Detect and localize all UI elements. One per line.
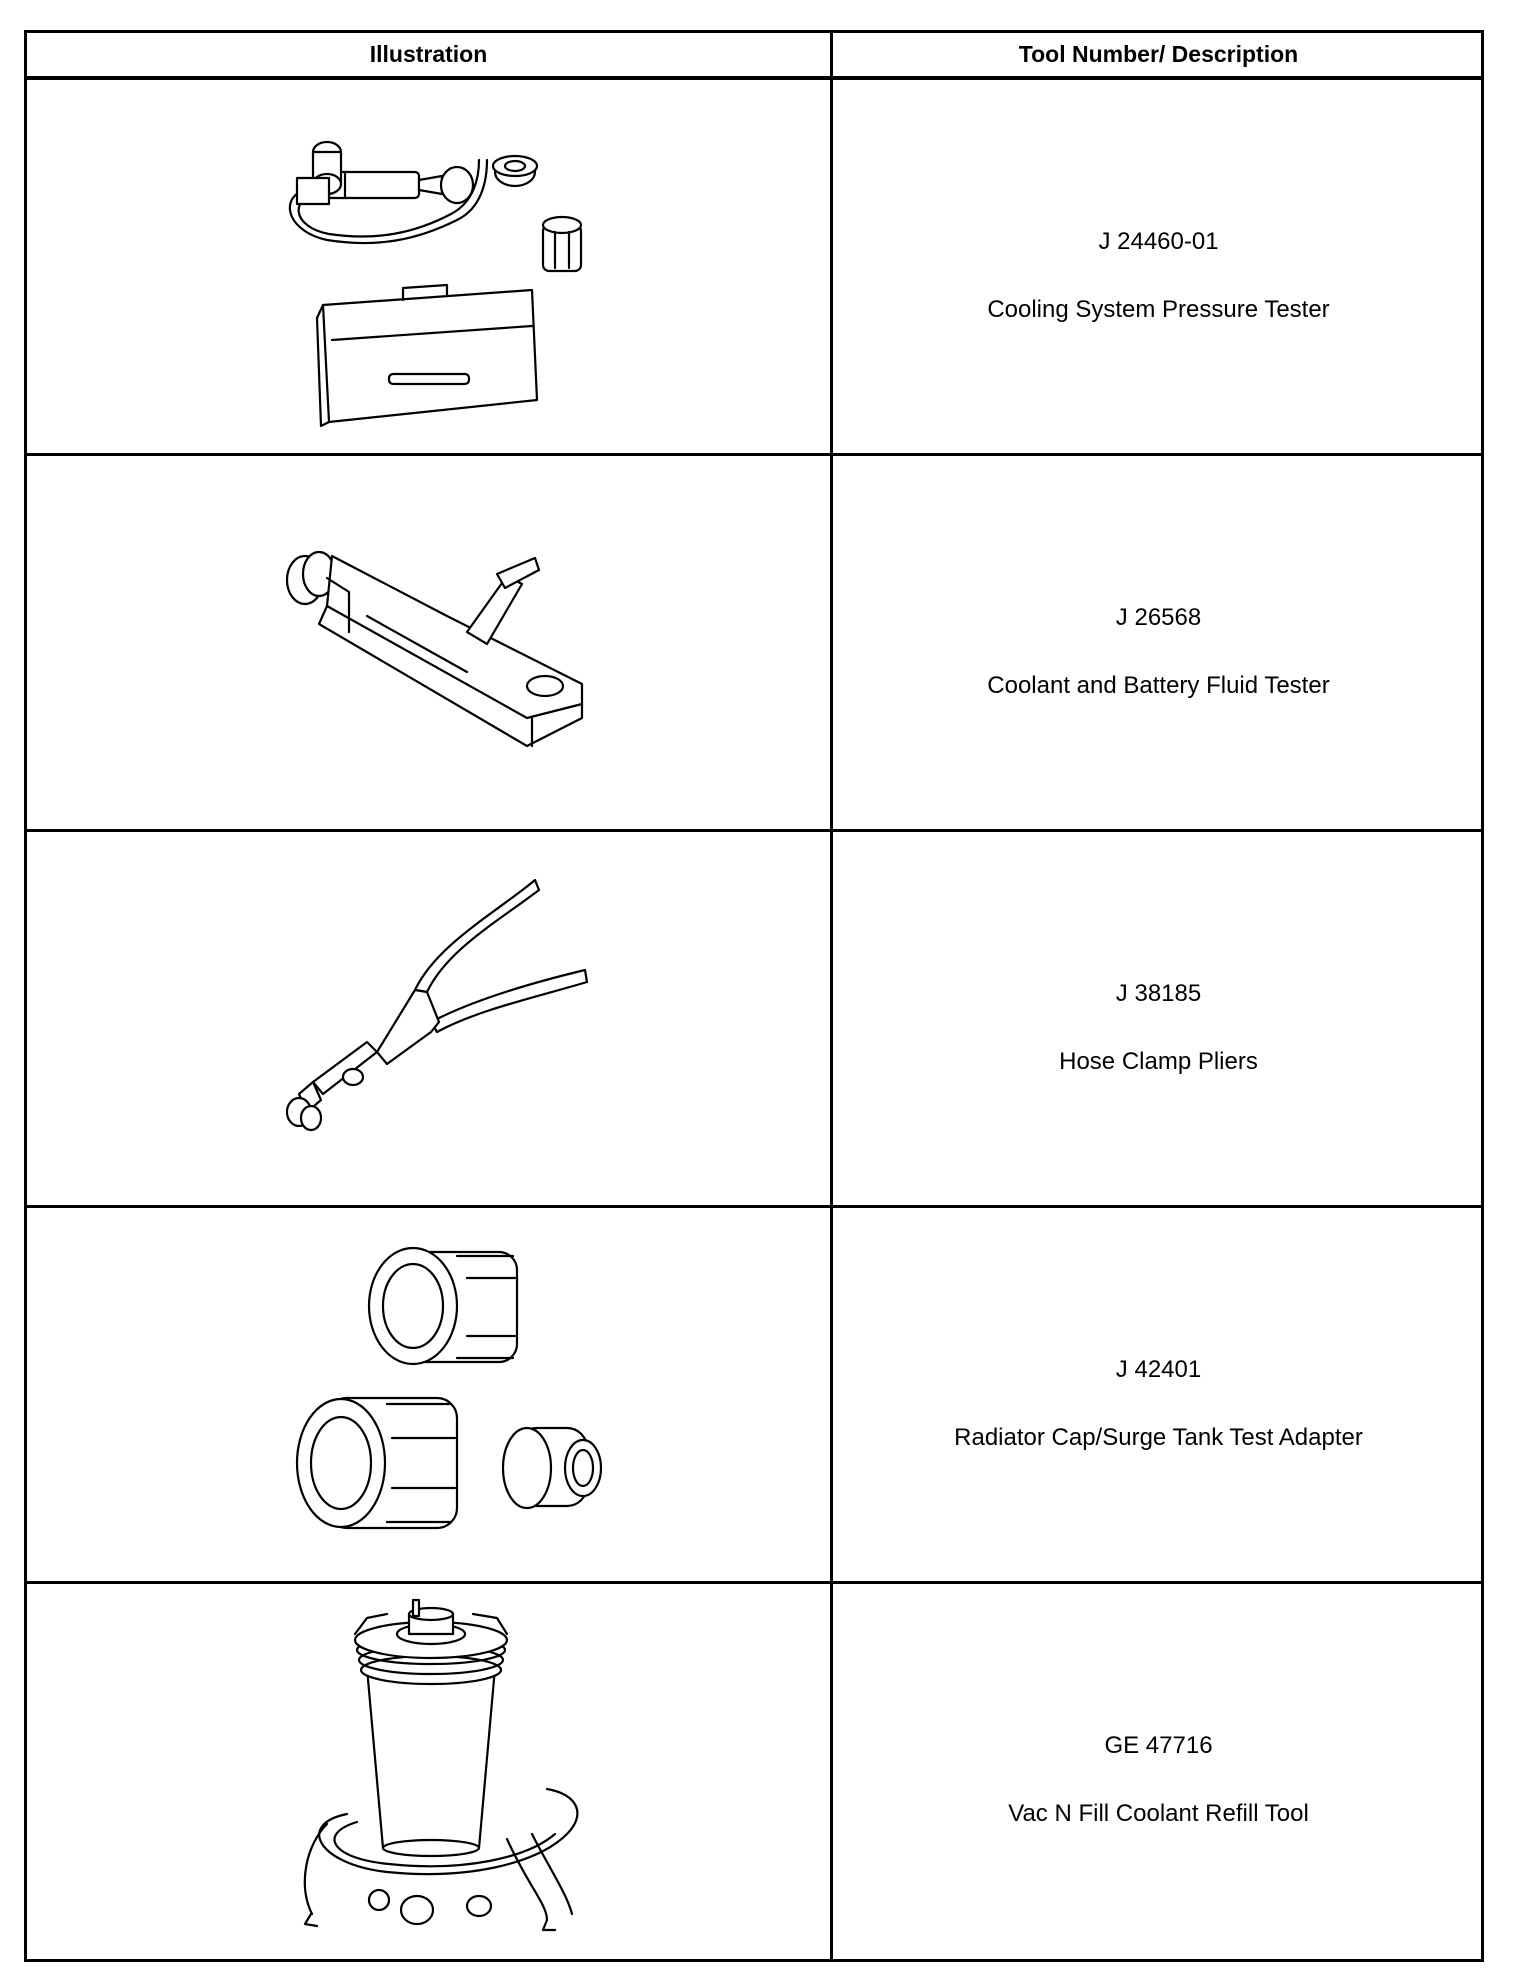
coolant-refill-tool-icon	[27, 1584, 830, 1957]
tool-number: J 42401	[1115, 1356, 1202, 1383]
tool-description: Vac N Fill Coolant Refill Tool	[1008, 1800, 1309, 1827]
illustration-cell	[27, 456, 830, 829]
hose-clamp-pliers-icon	[27, 832, 830, 1205]
tool-description-cell	[833, 80, 1484, 453]
table-row	[27, 80, 1481, 456]
illustration-cell	[27, 1208, 830, 1581]
table-row	[27, 832, 1481, 1208]
cap-adapter-icon	[27, 1208, 830, 1581]
refractometer-icon	[27, 456, 830, 829]
tool-description-cell	[833, 832, 1484, 1205]
tool-description-cell	[833, 1584, 1484, 1957]
illustration-column-header: Illustration	[369, 41, 488, 67]
table-row	[27, 456, 1481, 832]
tool-description: Cooling System Pressure Tester	[987, 296, 1330, 323]
tool-description: Coolant and Battery Fluid Tester	[987, 672, 1330, 699]
illustration-cell	[27, 80, 830, 453]
special-tools-table	[24, 30, 1484, 1962]
table-row	[27, 1584, 1481, 1957]
table-header	[27, 33, 1481, 80]
tool-column-header: Tool Number/ Description	[1018, 41, 1299, 67]
tool-number: J 38185	[1115, 980, 1202, 1007]
pressure-tester-kit-icon	[27, 80, 830, 453]
illustration-cell	[27, 832, 830, 1205]
tool-number: J 24460-01	[1098, 228, 1219, 255]
tool-number: GE 47716	[1104, 1732, 1213, 1759]
tool-number: J 26568	[1115, 604, 1202, 631]
tool-description-cell	[833, 1208, 1484, 1581]
tool-description-cell	[833, 456, 1484, 829]
table-row	[27, 1208, 1481, 1584]
illustration-cell	[27, 1584, 830, 1957]
tool-description: Hose Clamp Pliers	[1059, 1048, 1258, 1075]
tool-description: Radiator Cap/Surge Tank Test Adapter	[954, 1424, 1363, 1451]
